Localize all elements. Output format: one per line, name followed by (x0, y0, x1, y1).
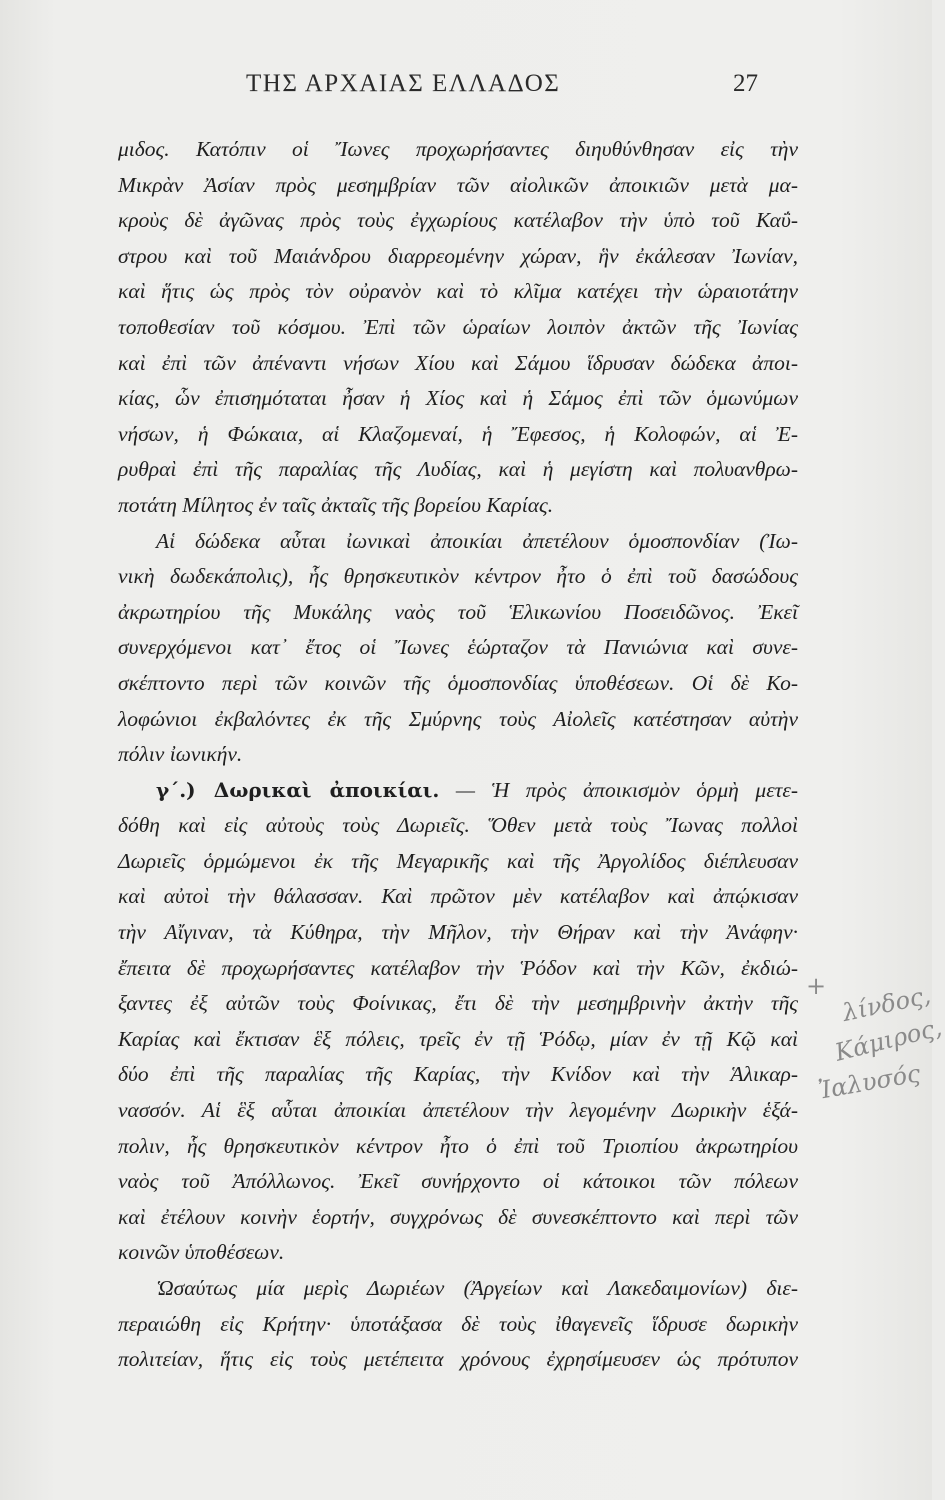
text-line: ξαντες ἐξ αὐτῶν τοὺς Φοίνικας, ἔτι δὲ τὴν μεσημβρινὴν ἀκτὴν τῆς (118, 991, 798, 1016)
text-line: συνερχόμενοι κατ᾽ ἔτος οἱ Ἴωνες ἑώρταζον τὰ Πανιώνια καὶ συνε- (118, 635, 798, 660)
margin-note: λίνδος, (840, 981, 934, 1027)
text-line: καὶ ἐπὶ τῶν ἀπέναντι νήσων Χίου καὶ Σάμου ἵδρυσαν δώδεκα ἀποι- (118, 350, 798, 375)
text-line: στρου καὶ τοῦ Μαιάνδρου διαρρεομένην χώραν, ἣν ἐκάλεσαν Ἰωνίαν, (118, 243, 798, 268)
text-line: μετε- (755, 777, 798, 802)
text-line: ἀκρωτηρίου τῆς Μυκάλης ναὸς τοῦ Ἑλικωνίου Ποσειδῶνος. Ἐκεῖ (118, 599, 798, 624)
text-line: μιδος. Κατόπιν οἱ Ἴωνες προχωρήσαντες διηυθύνθησαν εἰς τὴν (118, 137, 798, 161)
handwritten-margin-notes (800, 960, 945, 1130)
text-line: πολιν, ἧς θρησκευτικὸν κέντρον ἦτο ὁ ἐπὶ τοῦ Τριοπίου ἀκρωτηρίου (118, 1133, 798, 1158)
text-line: κοινῶν ὑποθέσεων. (118, 1240, 285, 1265)
text-line: ἔπειτα δὲ προχωρήσαντες κατέλαβον τὴν Ῥόδον καὶ τὴν Κῶν, ἐκδιώ- (118, 955, 798, 980)
section-heading: γ΄.) Δωρικαὶ ἀποικίαι. (156, 777, 440, 802)
text-line: πόλιν ἰωνικήν. (118, 742, 243, 767)
text-line: Μικρὰν Ἀσίαν πρὸς μεσημβρίαν τῶν αἰολικῶν ἀποικιῶν μετὰ μα- (118, 172, 798, 197)
text-line: νικὴ δωδεκάπολις), ἧς θρησκευτικὸν κέντρον ἦτο ὁ ἐπὶ τοῦ δασώδους (118, 564, 798, 589)
page-number: 27 (733, 70, 758, 97)
text-line: νασσόν. Αἱ ἓξ αὗται ἀποικίαι ἀπετέλουν τὴν λεγομένην Δωρικὴν ἑξά- (118, 1098, 798, 1123)
text-line: ποτάτη Μίλητος ἐν ταῖς ἀκταῖς τῆς βορείου Καρίας. (118, 492, 554, 517)
text-line: Αἱ δώδεκα αὗται ἰωνικαὶ ἀποικίαι ἀπετέλουν ὁμοσπονδίαν (Ἰω- (156, 528, 798, 553)
body-text (118, 132, 798, 1378)
text-line: κροὺς δὲ ἀγῶνας πρὸς τοὺς ἐγχωρίους κατέλαβον τὴν ὑπὸ τοῦ Καΰ- (118, 208, 798, 233)
margin-note: + (806, 972, 827, 1000)
margin-note: Ἰαλυσός (816, 1059, 923, 1105)
text-line: καὶ ἐτέλουν κοινὴν ἑορτήν, συγχρόνως δὲ συνεσκέπτοντο καὶ περὶ τῶν (118, 1204, 798, 1229)
text-line: δύο ἐπὶ τῆς παραλίας τῆς Καρίας, τὴν Κνίδον καὶ τὴν Ἁλικαρ- (118, 1062, 798, 1087)
text-line: τὴν Αἴγιναν, τὰ Κύθηρα, τὴν Μῆλον, τὴν Θήραν καὶ τὴν Ἀνάφην· (118, 920, 798, 945)
text-line: τοποθεσίαν τοῦ κόσμου. Ἐπὶ τῶν ὡραίων λοιπὸν ἀκτῶν τῆς Ἰωνίας (118, 314, 798, 339)
text-line: πολιτείαν, ἥτις εἰς τοὺς μετέπειτα χρόνους ἐχρησίμευσεν ὡς πρότυπον (118, 1347, 798, 1372)
text-line: δόθη καὶ εἰς αὐτοὺς τοὺς Δωριεῖς. Ὅθεν μετὰ τοὺς Ἴωνας πολλοὶ (118, 813, 798, 838)
section-heading-lead: — Ἡ πρὸς ἀποικισμὸν ὁρμὴ (439, 777, 739, 802)
text-line: Ὡσαύτως μία μερὶς Δωριέων (Ἀργείων καὶ Λακεδαιμονίων) διε- (156, 1276, 798, 1300)
text-line: λοφώνιοι ἐκβαλόντες ἐκ τῆς Σμύρνης τοὺς Αἰολεῖς κατέστησαν αὐτὴν (118, 706, 798, 731)
text-line: κίας, ὧν ἐπισημόταται ἦσαν ἡ Χίος καὶ ἡ Σάμος ἐπὶ τῶν ὁμωνύμων (118, 386, 798, 411)
page-header (0, 70, 932, 100)
text-line: καὶ ἥτις ὡς πρὸς τὸν οὐρανὸν καὶ τὸ κλῖμα κατέχει τὴν ὡραιοτάτην (118, 279, 798, 304)
margin-note: Κάμιρος, (832, 1013, 945, 1067)
text-line: καὶ αὐτοὶ τὴν θάλασσαν. Καὶ πρῶτον μὲν κατέλαβον καὶ ἀπῴκισαν (118, 884, 798, 909)
text-line: περαιώθη εἰς Κρήτην· ὑποτάξασα δὲ τοὺς ἰθαγενεῖς ἵδρυσε δωρικὴν (118, 1311, 798, 1336)
text-line: σκέπτοντο περὶ τῶν κοινῶν τῆς ὁμοσπονδίας ὑποθέσεων. Οἱ δὲ Κο- (118, 670, 798, 695)
text-line: ναὸς τοῦ Ἀπόλλωνος. Ἐκεῖ συνήρχοντο οἱ κάτοικοι τῶν πόλεων (118, 1169, 798, 1194)
text-line: Δωριεῖς ὁρμώμενοι ἐκ τῆς Μεγαρικῆς καὶ τῆς Ἀργολίδος διέπλευσαν (118, 848, 798, 873)
text-line: ρυθραὶ ἐπὶ τῆς παραλίας τῆς Λυδίας, καὶ ἡ μεγίστη καὶ πολυανθρω- (118, 457, 798, 482)
text-line: Καρίας καὶ ἔκτισαν ἓξ πόλεις, τρεῖς ἐν τῇ Ῥόδῳ, μίαν ἐν τῇ Κῷ καὶ (118, 1026, 798, 1051)
running-title: ΤΗΣ ΑΡΧΑΙΑΣ ΕΛΛΑΔΟΣ (246, 70, 561, 97)
text-line: νήσων, ἡ Φώκαια, αἱ Κλαζομεναί, ἡ Ἔφεσος, ἡ Κολοφών, αἱ Ἐ- (118, 421, 798, 446)
section-heading-line (118, 773, 798, 809)
